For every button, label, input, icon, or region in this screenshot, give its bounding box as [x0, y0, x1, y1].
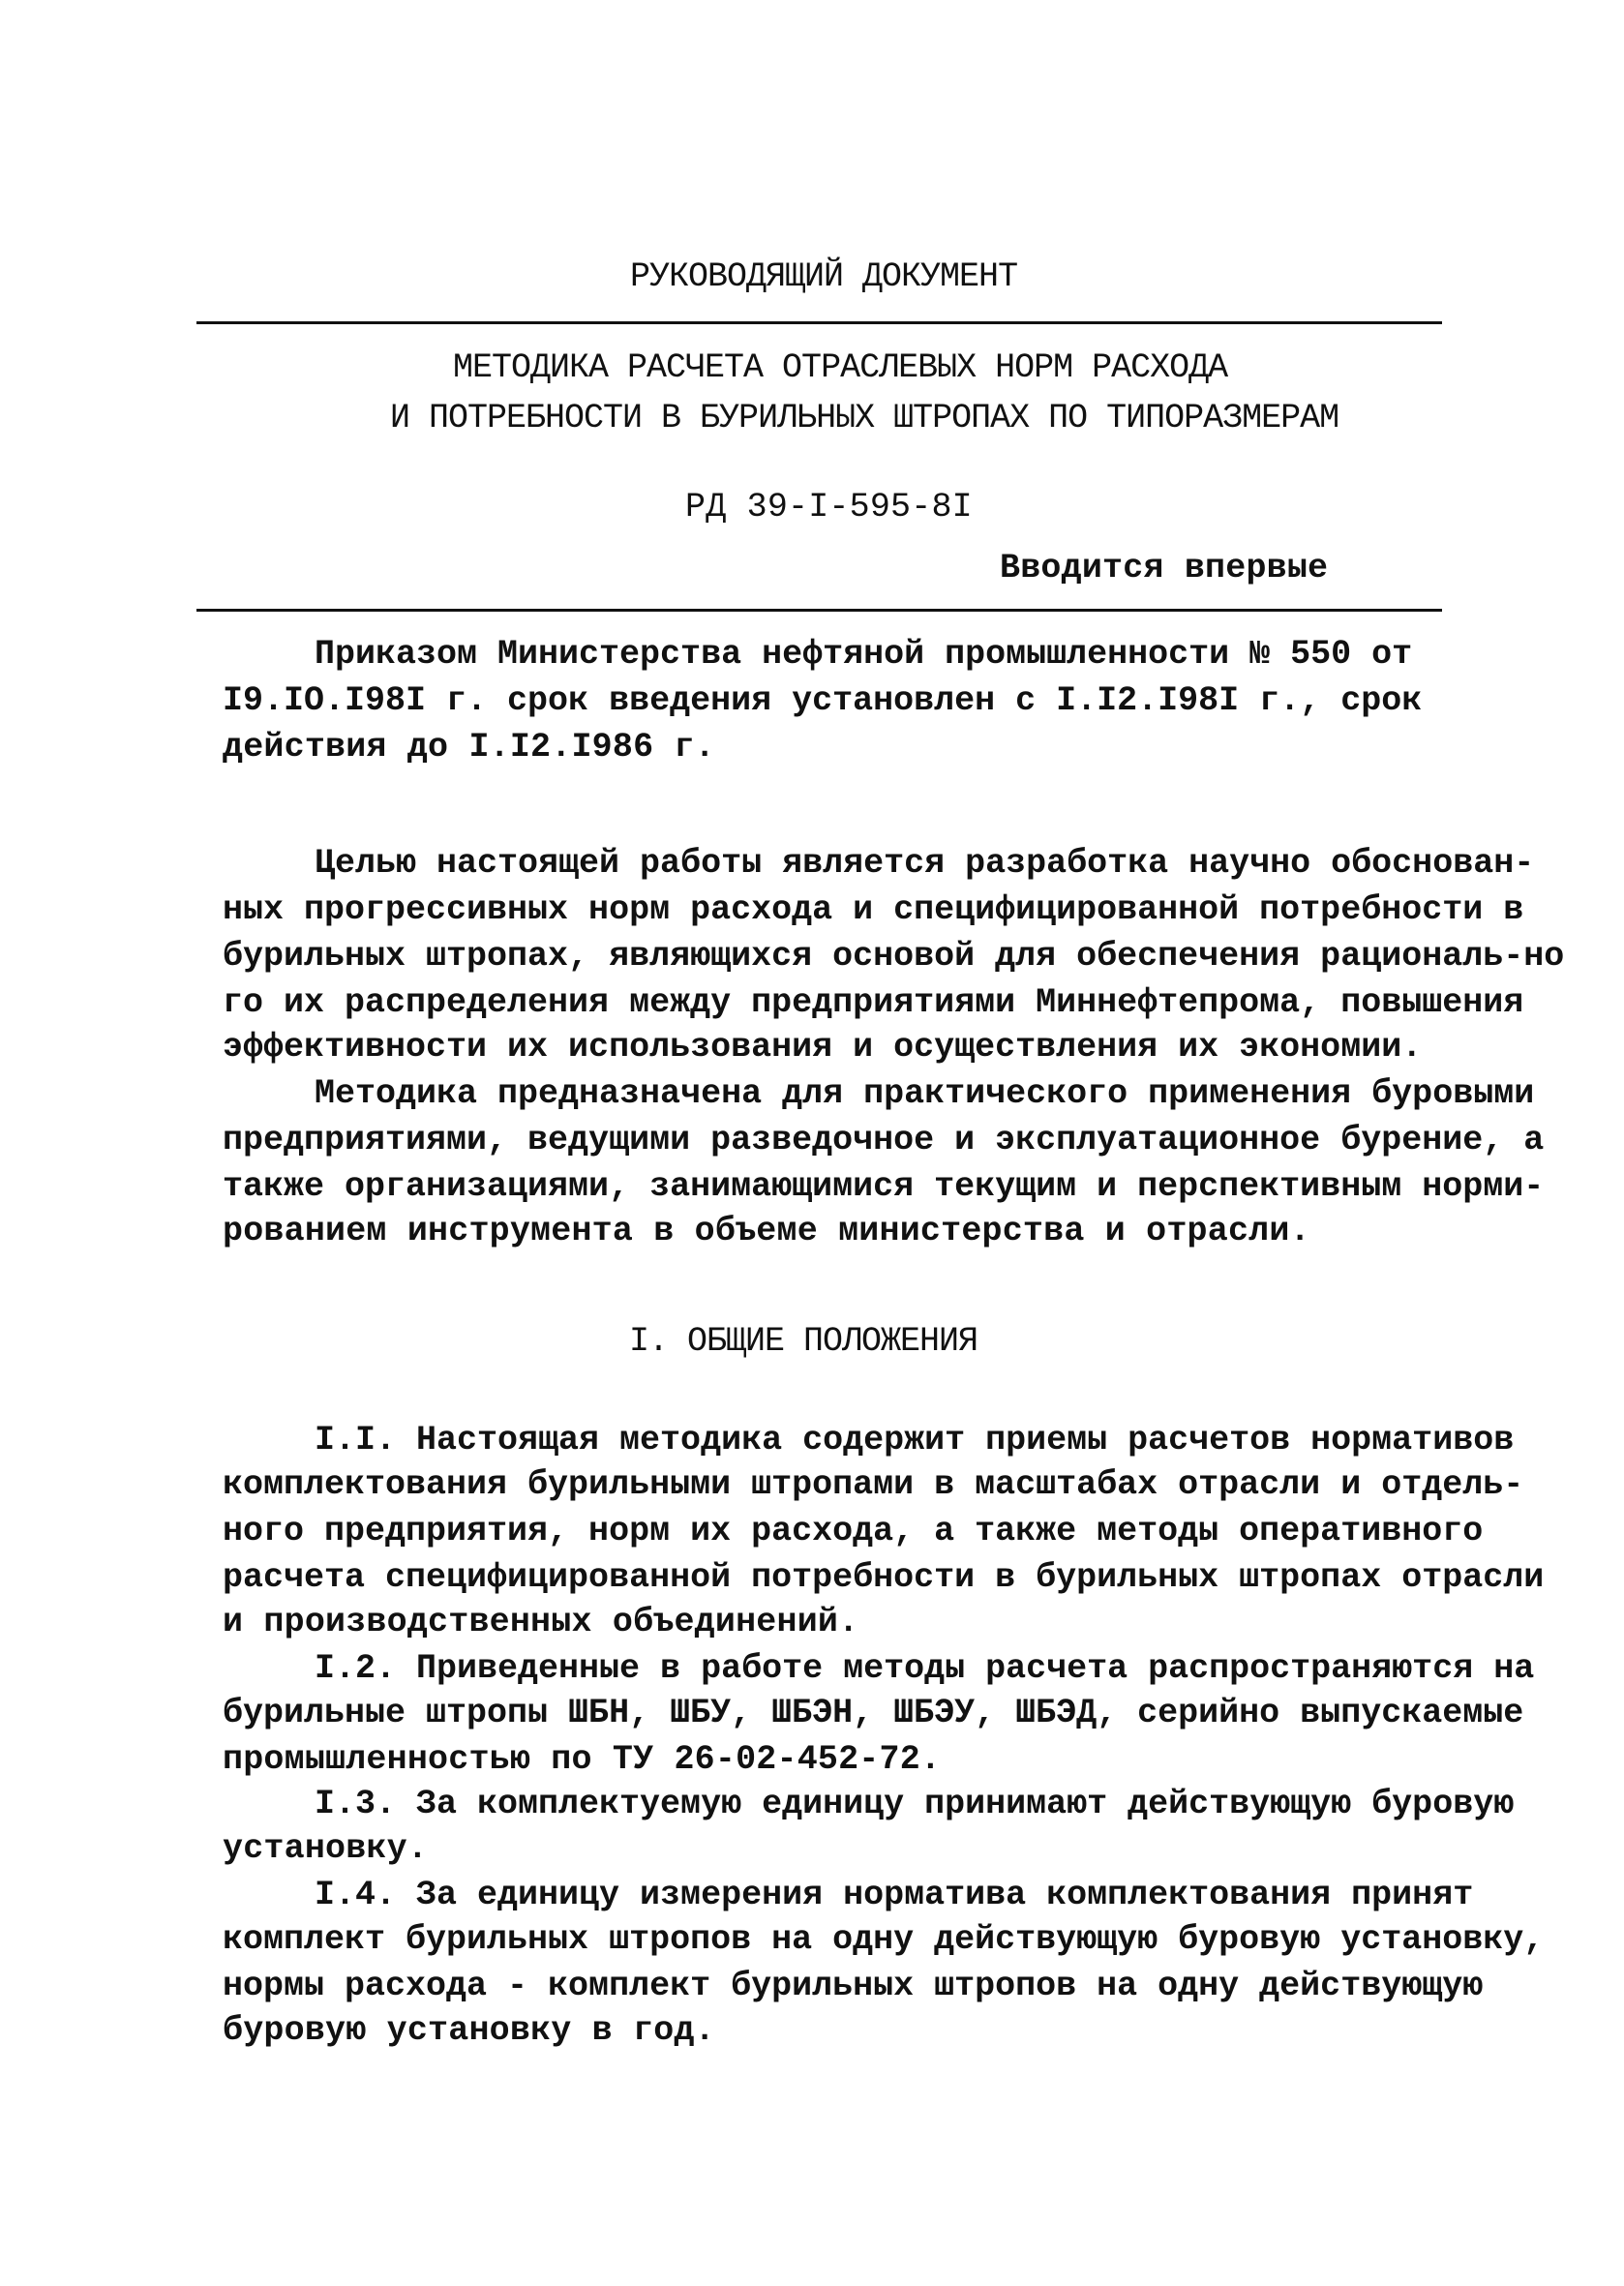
s1-p1-line-4: расчета специфицированной потребности в бурильных штропах отрасли: [223, 1558, 1545, 1597]
document-number: РД 39-I-595-8I: [685, 488, 973, 526]
title-line-2: И ПОТРЕБНОСТИ В БУРИЛЬНЫХ ШТРОПАХ ПО ТИПОРАЗМЕРАМ: [390, 399, 1339, 437]
section-1-heading: I. ОБЩИЕ ПОЛОЖЕНИЯ: [629, 1322, 978, 1361]
s1-p4-line-1: I.4. За единицу измерения норматива комплектования принят: [315, 1876, 1474, 1914]
purpose-p2-line-2: предприятиями, ведущими разведочное и эксплуатационное бурение, а: [223, 1121, 1545, 1159]
document-type-heading: РУКОВОДЯЩИЙ ДОКУМЕНТ: [630, 257, 1018, 296]
title-line-1: МЕТОДИКА РАСЧЕТА ОТРАСЛЕВЫХ НОРМ РАСХОДА: [453, 348, 1228, 387]
order-line-3: действия до I.I2.I986 г.: [223, 728, 715, 767]
s1-p2-line-3: промышленностью по ТУ 26-02-452-72.: [223, 1740, 942, 1779]
intro-note: Вводится впервые: [1000, 549, 1329, 587]
purpose-p2-line-4: рованием инструмента в объеме министерства и отрасли.: [223, 1212, 1310, 1250]
s1-p4-line-4: буровую установку в год.: [223, 2011, 715, 2050]
purpose-p1-line-3: бурильных штропах, являющихся основой для обеспечения рациональ-но: [223, 937, 1565, 976]
bottom-divider: [196, 609, 1442, 612]
s1-p3-line-2: установку.: [223, 1829, 429, 1868]
s1-p2-line-2: бурильные штропы ШБН, ШБУ, ШБЭН, ШБЭУ, ШБЭД, серийно выпускаемые: [223, 1694, 1524, 1732]
s1-p1-line-2: комплектования бурильными штропами в масштабах отрасли и отдель-: [223, 1465, 1524, 1504]
purpose-p2-line-3: также организациями, занимающимися текущим и перспективным норми-: [223, 1167, 1545, 1206]
purpose-p1-line-1: Целью настоящей работы является разработка научно обоснован-: [315, 844, 1535, 883]
order-line-2: I9.IO.I98I г. срок введения установлен с I.I2.I98I г., срок: [223, 681, 1423, 720]
purpose-p1-line-5: эффективности их использования и осуществления их экономии.: [223, 1028, 1423, 1067]
order-line-1: Приказом Министерства нефтяной промышленности № 550 от: [315, 635, 1413, 674]
s1-p1-line-1: I.I. Настоящая методика содержит приемы расчетов нормативов: [315, 1421, 1515, 1459]
purpose-p1-line-4: го их распределения между предприятиями Миннефтепрома, повышения: [223, 983, 1524, 1022]
purpose-p2-line-1: Методика предназначена для практического применения буровыми: [315, 1074, 1535, 1113]
s1-p1-line-5: и производственных объединений.: [223, 1603, 859, 1641]
top-divider: [196, 321, 1442, 324]
s1-p4-line-3: нормы расхода - комплект бурильных штропов на одну действующую: [223, 1967, 1484, 2005]
purpose-p1-line-2: ных прогрессивных норм расхода и специфицированной потребности в: [223, 890, 1524, 929]
s1-p1-line-3: ного предприятия, норм их расхода, а также методы оперативного: [223, 1512, 1484, 1550]
s1-p3-line-1: I.3. За комплектуемую единицу принимают действующую буровую: [315, 1785, 1515, 1823]
s1-p2-line-1: I.2. Приведенные в работе методы расчета распространяются на: [315, 1649, 1535, 1688]
s1-p4-line-2: комплект бурильных штропов на одну действующую буровую установку,: [223, 1920, 1545, 1959]
